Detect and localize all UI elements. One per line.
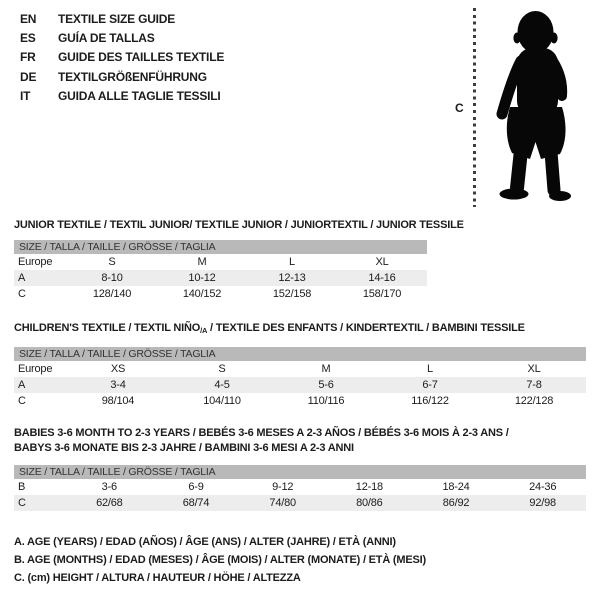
legend-line-c: C. (cm) HEIGHT / ALTURA / HAUTEUR / HÖHE / ALTEZZA [14, 572, 301, 584]
lang-code: FR [20, 50, 36, 65]
title-text: CHILDREN'S TEXTILE / TEXTIL NIÑO [14, 322, 201, 334]
row-label: A [18, 272, 26, 284]
table-row [14, 361, 586, 377]
table-cell: 74/80 [269, 497, 296, 509]
title-subscript: /A [200, 326, 208, 335]
table-cell: L [427, 363, 433, 375]
lang-row-en [20, 10, 224, 29]
lang-label: GUIDE DES TAILLES TEXTILE [58, 50, 225, 65]
babies-table-title [14, 426, 509, 456]
lang-label: GUÍA DE TALLAS [58, 31, 155, 46]
table-cell: 68/74 [182, 497, 210, 509]
table-cell: XS [110, 363, 126, 375]
table-cell: M [321, 363, 331, 375]
table-cell: 14-16 [368, 272, 396, 284]
table-row [14, 393, 586, 409]
legend-line-a: A. AGE (YEARS) / EDAD (AÑOS) / ÂGE (ANS) / ALTER (JAHRE) / ETÀ (ANNI) [14, 536, 396, 548]
height-measure-dotted-line [473, 8, 476, 207]
table-cell: 6-7 [422, 379, 438, 391]
table-cell: 24-36 [529, 481, 557, 493]
table-cell: 152/158 [272, 288, 312, 300]
table-cell: 62/68 [96, 497, 123, 509]
title-line-1: BABIES 3-6 MONTH TO 2-3 YEARS / BEBÉS 3-6 MESES A 2-3 AÑOS / BÉBÉS 3-6 MOIS À 2-3 ANS / [14, 427, 509, 439]
row-label: A [18, 379, 26, 391]
table-cell: 12-13 [278, 272, 306, 284]
legend-line-b: B. AGE (MONTHS) / EDAD (MESES) / ÂGE (MOIS) / ALTER (MONATE) / ETÀ (MESI) [14, 554, 426, 566]
table-cell: L [289, 256, 295, 268]
table-row [14, 495, 586, 511]
table-row [14, 254, 427, 270]
size-table-junior [14, 254, 427, 302]
height-measure-label: C [455, 101, 464, 115]
table-cell: 10-12 [188, 272, 216, 284]
size-table-babies [14, 479, 586, 511]
table-cell: 92/98 [529, 497, 556, 509]
table-cell: 8-10 [101, 272, 123, 284]
table-cell: 80/86 [356, 497, 383, 509]
table-cell: 7-8 [526, 379, 542, 391]
lang-row-it [20, 87, 224, 106]
table-cell: 128/140 [92, 288, 132, 300]
table-cell: 4-5 [214, 379, 230, 391]
table-cell: 18-24 [442, 481, 470, 493]
table-cell: 3-6 [101, 481, 117, 493]
lang-label: GUIDA ALLE TAGLIE TESSILI [58, 88, 221, 103]
table-cell: XL [375, 256, 389, 268]
lang-row-fr [20, 48, 224, 67]
title-line-2: BABYS 3-6 MONATE BIS 2-3 JAHRE / BAMBINI 3-6 MESI A 2-3 ANNI [14, 442, 354, 454]
lang-row-es [20, 29, 224, 48]
table-cell: 122/128 [514, 395, 554, 407]
table-cell: 9-12 [272, 481, 294, 493]
table-row [14, 377, 586, 393]
lang-code: ES [20, 31, 36, 46]
children-table-title [14, 321, 525, 338]
lang-label: TEXTILGRÖßENFÜHRUNG [58, 69, 207, 84]
junior-table-title: JUNIOR TEXTILE / TEXTIL JUNIOR/ TEXTILE JUNIOR / JUNIORTEXTIL / JUNIOR TESSILE [14, 219, 464, 231]
table-cell: 12-18 [355, 481, 383, 493]
junior-size-header-bar: SIZE / TALLA / TAILLE / GRÖSSE / TAGLIA [14, 240, 427, 254]
row-label: C [18, 395, 26, 407]
table-cell: XL [527, 363, 541, 375]
table-cell: 86/92 [442, 497, 470, 509]
table-row [14, 270, 427, 286]
table-cell: 6-9 [188, 481, 204, 493]
lang-code: IT [20, 88, 31, 103]
table-cell: 5-6 [318, 379, 334, 391]
table-row [14, 286, 427, 302]
row-label: Europe [18, 363, 53, 375]
lang-label: TEXTILE SIZE GUIDE [58, 12, 176, 26]
row-label: B [18, 481, 26, 493]
table-cell: 140/152 [182, 288, 222, 300]
lang-code: DE [20, 69, 37, 84]
lang-row-de [20, 68, 224, 87]
language-title-block [20, 10, 224, 106]
table-cell: S [218, 363, 226, 375]
table-cell: 110/116 [307, 395, 345, 407]
title-text: / TEXTILE DES ENFANTS / KINDERTEXTIL / BAMBINI TESSILE [207, 322, 525, 334]
size-table-children [14, 361, 586, 409]
table-cell: 158/170 [362, 288, 402, 300]
row-label: Europe [18, 256, 53, 268]
row-label: C [18, 288, 26, 300]
row-label: C [18, 497, 26, 509]
table-row [14, 479, 586, 495]
children-size-header-bar: SIZE / TALLA / TAILLE / GRÖSSE / TAGLIA [14, 347, 586, 361]
babies-size-header-bar: SIZE / TALLA / TAILLE / GRÖSSE / TAGLIA [14, 465, 586, 479]
lang-code: EN [20, 12, 37, 26]
table-cell: S [108, 256, 116, 268]
table-cell: 104/110 [203, 395, 241, 407]
table-cell: 116/122 [411, 395, 449, 407]
toddler-silhouette-image [490, 0, 580, 205]
table-cell: 98/104 [101, 395, 135, 407]
table-cell: M [197, 256, 207, 268]
measure-legend [14, 533, 426, 587]
table-cell: 3-4 [110, 379, 126, 391]
